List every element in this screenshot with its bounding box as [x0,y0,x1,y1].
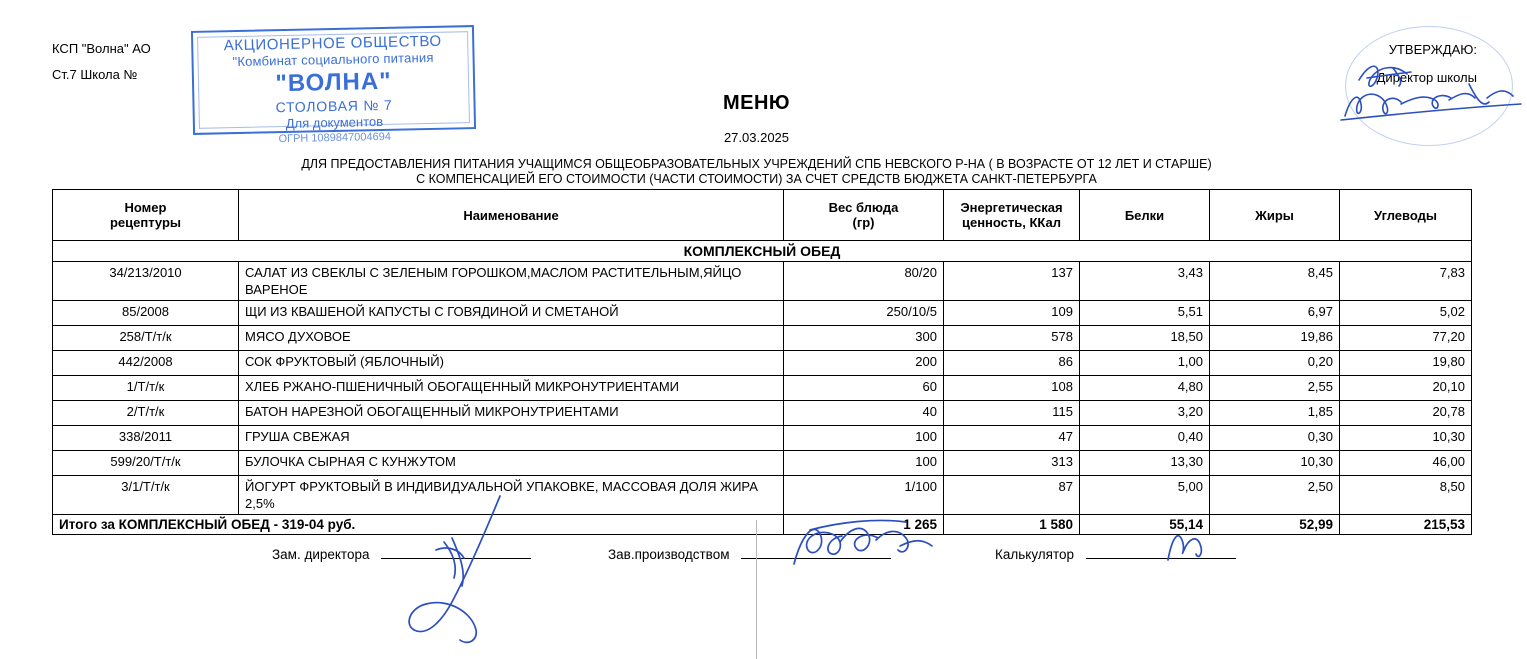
cell-carbs: 77,20 [1340,326,1472,351]
col-header-recipe [53,190,239,241]
cell-kcal: 87 [944,476,1080,515]
col-header-weight-l1: Вес блюда [828,200,899,215]
cell-fat: 2,55 [1210,376,1340,401]
table-row [53,301,1472,326]
cell-name: СОК ФРУКТОВЫЙ (ЯБЛОЧНЫЙ) [239,351,784,376]
cell-recipe: 442/2008 [53,351,239,376]
table-row [53,476,1472,515]
total-carbs: 215,53 [1340,515,1472,535]
cell-weight: 1/100 [784,476,944,515]
cell-carbs: 20,78 [1340,401,1472,426]
table-row [53,451,1472,476]
cell-protein: 5,00 [1080,476,1210,515]
col-header-protein: Белки [1080,190,1210,241]
cell-kcal: 115 [944,401,1080,426]
deputy-director-label: Зам. директора [272,547,370,562]
cell-recipe: 599/20/Т/т/к [53,451,239,476]
col-header-weight-l2: (гр) [852,215,875,230]
cell-fat: 0,20 [1210,351,1340,376]
cell-recipe: 34/213/2010 [53,262,239,301]
cell-fat: 8,45 [1210,262,1340,301]
cell-name: САЛАТ ИЗ СВЕКЛЫ С ЗЕЛЕНЫМ ГОРОШКОМ,МАСЛОМ РАСТИТЕЛЬНЫМ,ЯЙЦО ВАРЕНОЕ [239,262,784,301]
approval-label: УТВЕРЖДАЮ: [1388,42,1477,57]
cell-protein: 3,20 [1080,401,1210,426]
cell-recipe: 85/2008 [53,301,239,326]
cell-weight: 80/20 [784,262,944,301]
cell-kcal: 137 [944,262,1080,301]
cell-fat: 0,30 [1210,426,1340,451]
cell-protein: 3,43 [1080,262,1210,301]
director-signature-line [1377,70,1477,85]
cell-name: МЯСО ДУХОВОЕ [239,326,784,351]
cell-weight: 100 [784,451,944,476]
cell-weight: 100 [784,426,944,451]
cell-kcal: 109 [944,301,1080,326]
stamp-line-4: СТОЛОВАЯ № 7 [275,96,393,116]
cell-recipe: 1/Т/т/к [53,376,239,401]
col-header-weight [784,190,944,241]
menu-table [52,189,1472,535]
cell-recipe: 2/Т/т/к [53,401,239,426]
cell-name: ЙОГУРТ ФРУКТОВЫЙ В ИНДИВИДУАЛЬНОЙ УПАКОВКЕ, МАССОВАЯ ДОЛЯ ЖИРА 2,5% [239,476,784,515]
total-fat: 52,99 [1210,515,1340,535]
cell-kcal: 108 [944,376,1080,401]
cell-kcal: 578 [944,326,1080,351]
col-header-fat: Жиры [1210,190,1340,241]
signature-slot-calculator [995,544,1236,562]
director-label: Директор школы [1376,70,1477,85]
cell-recipe: 338/2011 [53,426,239,451]
stamp-line-2: "Комбинат социального питания [232,49,434,70]
total-kcal: 1 580 [944,515,1080,535]
cell-weight: 250/10/5 [784,301,944,326]
cell-fat: 2,50 [1210,476,1340,515]
cell-weight: 300 [784,326,944,351]
total-weight: 1 265 [784,515,944,535]
cell-carbs: 8,50 [1340,476,1472,515]
cell-protein: 18,50 [1080,326,1210,351]
cell-name: ЩИ ИЗ КВАШЕНОЙ КАПУСТЫ С ГОВЯДИНОЙ И СМЕТАНОЙ [239,301,784,326]
cell-name: БАТОН НАРЕЗНОЙ ОБОГАЩЕННЫЙ МИКРОНУТРИЕНТАМИ [239,401,784,426]
col-header-kcal-l1: Энергетическая [960,200,1063,215]
table-row [53,376,1472,401]
cell-protein: 5,51 [1080,301,1210,326]
org-line-1: КСП "Волна" АО [52,41,151,56]
cell-fat: 1,85 [1210,401,1340,426]
cell-name: ХЛЕБ РЖАНО-ПШЕНИЧНЫЙ ОБОГАЩЕННЫЙ МИКРОНУТРИЕНТАМИ [239,376,784,401]
cell-carbs: 7,83 [1340,262,1472,301]
cell-fat: 10,30 [1210,451,1340,476]
col-header-recipe-l2: рецептуры [109,215,182,230]
page-fold-line [756,520,757,659]
col-header-name: Наименование [239,190,784,241]
cell-protein: 1,00 [1080,351,1210,376]
table-row [53,351,1472,376]
stamp-line-5: Для документов [285,113,384,132]
cell-weight: 40 [784,401,944,426]
deputy-director-signature-line [381,544,531,559]
cell-carbs: 20,10 [1340,376,1472,401]
section-header-row [53,241,1472,262]
table-total-row [53,515,1472,535]
cell-protein: 4,80 [1080,376,1210,401]
signature-slot-deputy-director [272,544,531,562]
cell-fat: 19,86 [1210,326,1340,351]
subtitle-line-2: С КОМПЕНСАЦИЕЙ ЕГО СТОИМОСТИ (ЧАСТИ СТОИМОСТИ) ЗА СЧЕТ СРЕДСТВ БЮДЖЕТА САНКТ-ПЕТЕРБУРГА [416,172,1097,186]
cell-recipe: 258/Т/т/к [53,326,239,351]
total-label: Итого за КОМПЛЕКСНЫЙ ОБЕД - 319-04 руб. [53,515,784,535]
total-protein: 55,14 [1080,515,1210,535]
org-line-2: Ст.7 Школа № [52,67,138,82]
cell-protein: 0,40 [1080,426,1210,451]
cell-weight: 200 [784,351,944,376]
production-manager-signature-line [741,544,891,559]
table-row [53,262,1472,301]
section-title: КОМПЛЕКСНЫЙ ОБЕД [53,241,1472,262]
calculator-label: Калькулятор [995,547,1075,562]
table-row [53,326,1472,351]
cell-carbs: 10,30 [1340,426,1472,451]
cell-kcal: 313 [944,451,1080,476]
table-row [53,426,1472,451]
signature-slot-production-manager [608,544,891,562]
col-header-kcal-l2: ценность, ККал [961,215,1062,230]
table-row [53,401,1472,426]
cell-weight: 60 [784,376,944,401]
cell-protein: 13,30 [1080,451,1210,476]
table-header-row [53,190,1472,241]
subtitle-line-1: ДЛЯ ПРЕДОСТАВЛЕНИЯ ПИТАНИЯ УЧАЩИМСЯ ОБЩЕОБРАЗОВАТЕЛЬНЫХ УЧРЕЖДЕНИЙ СПБ НЕВСКОГО Р-НА ( В ВОЗРАСТЕ ОТ 12 ЛЕТ И СТАРШЕ) [301,157,1212,171]
stamp-line-1: АКЦИОНЕРНОЕ ОБЩЕСТВО [223,32,442,55]
cell-recipe: 3/1/Т/т/к [53,476,239,515]
cell-kcal: 47 [944,426,1080,451]
cell-carbs: 19,80 [1340,351,1472,376]
cell-carbs: 5,02 [1340,301,1472,326]
cell-name: ГРУША СВЕЖАЯ [239,426,784,451]
col-header-kcal [944,190,1080,241]
stamp-line-6: ОГРН 1089847004694 [278,130,392,146]
menu-table-body [53,241,1472,535]
stamp-line-3: "ВОЛНА" [275,67,392,98]
organization-header [52,36,151,88]
col-header-carbs: Углеводы [1340,190,1472,241]
calculator-signature-line [1086,544,1236,559]
organization-stamp [191,25,476,146]
document-date: 27.03.2025 [723,130,790,145]
menu-table-wrapper [52,189,1471,535]
production-manager-label: Зав.производством [608,547,730,562]
cell-fat: 6,97 [1210,301,1340,326]
page-title: МЕНЮ [722,92,791,114]
document-subtitle [0,157,1513,187]
col-header-recipe-l1: Номер [124,200,167,215]
cell-kcal: 86 [944,351,1080,376]
cell-carbs: 46,00 [1340,451,1472,476]
cell-name: БУЛОЧКА СЫРНАЯ С КУНЖУТОМ [239,451,784,476]
